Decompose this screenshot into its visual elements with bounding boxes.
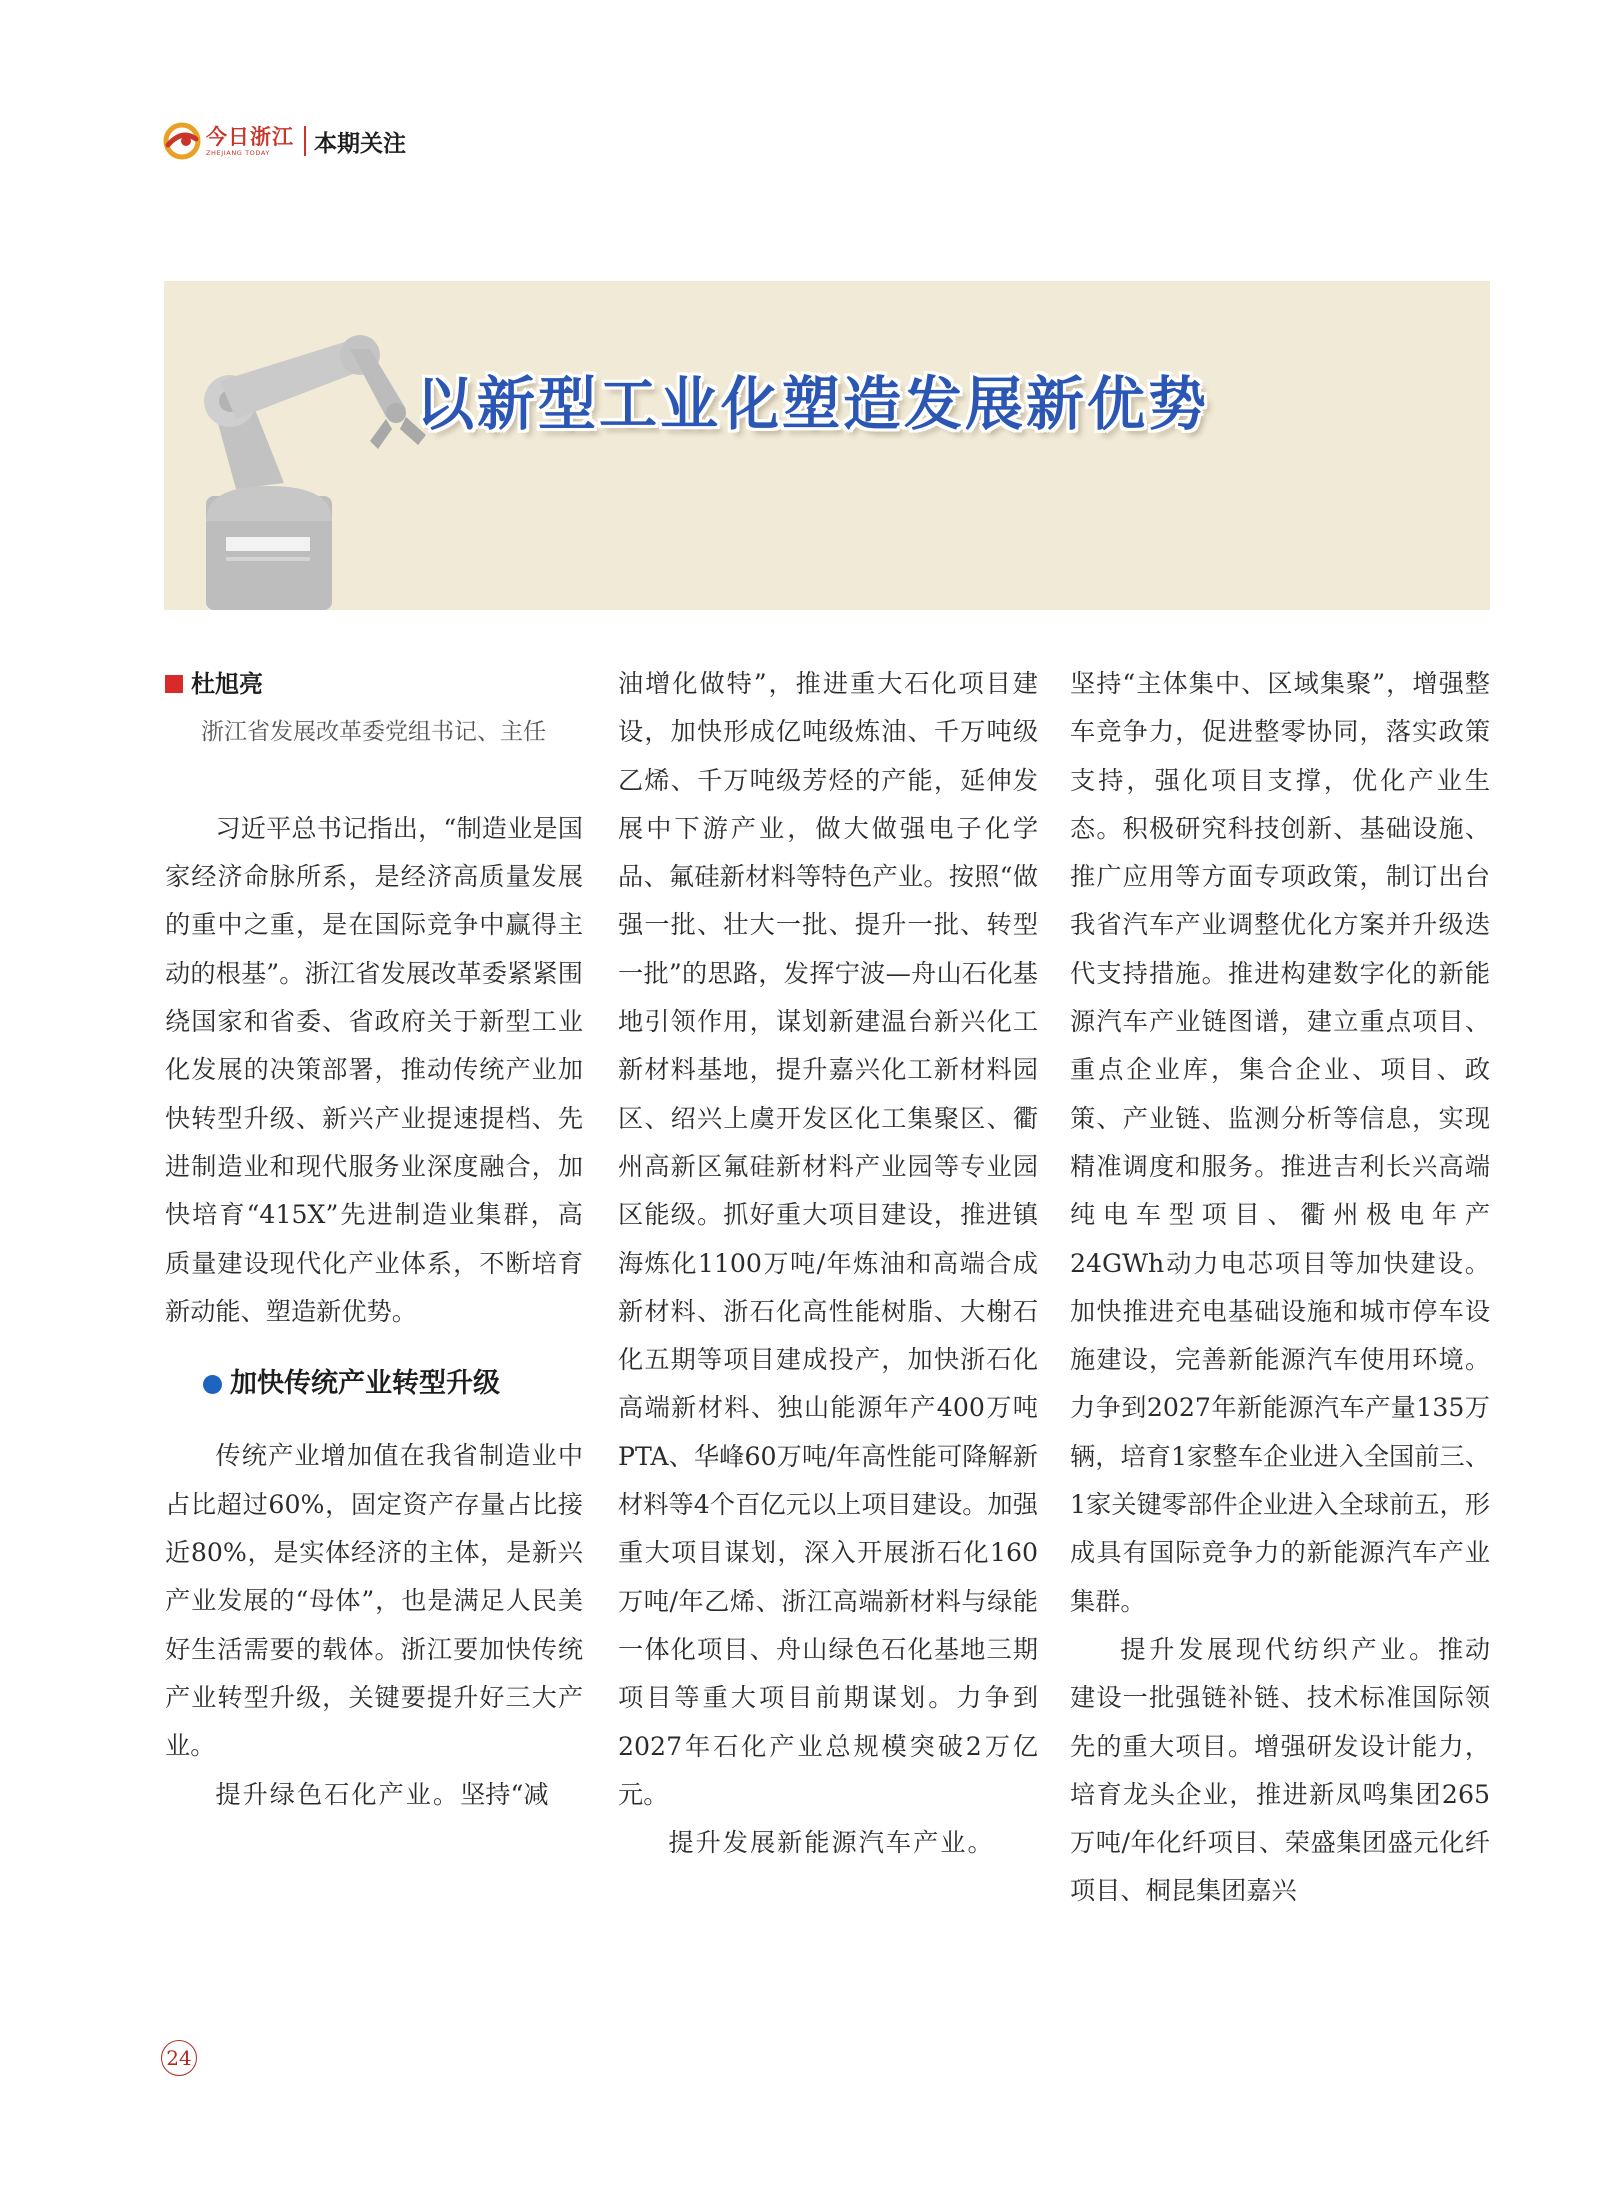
intro-paragraph: 习近平总书记指出，“制造业是国家经济命脉所系，是经济高质量发展的重中之重，是在国际竞争中赢得主动的根基”。浙江省发展改革委紧紧围绕国家和省委、省政府关于新型工业化发展的决策部署，推动传统产业加快转型升级、新兴产业提速提档、先进制造业和现代服务业深度融合，加快培育“415X”先进制造业集群，高质量建设现代化产业体系，不断培育新动能、塑造新优势。 [165,813,583,1326]
author-name: 杜旭亮 [191,670,263,698]
body-paragraph: 传统产业增加值在我省制造业中占比超过60%，固定资产存量占比接近80%，是实体经济的主体，是新兴产业发展的“母体”，也是满足人民美好生活需要的载体。浙江要加快传统产业转型升级，关键要提升好三大产业。 [165,1441,583,1761]
body-paragraph-keyword [618,1819,1038,1867]
red-square-icon [165,675,183,693]
body-paragraph-keyword [1070,1626,1490,1916]
robot-arm-icon [164,281,494,610]
section-subheading [165,1360,583,1408]
brand-logo [206,123,294,157]
header-divider [304,126,306,156]
paragraph-text: 推动建设一批强链补链、技术标准国际领先的重大项目。增强研发设计能力，培育龙头企业，推进新凤鸣集团265万吨/年化纤项目、荣盛集团盛元化纤项目、桐昆集团嘉兴 [1070,1634,1491,1906]
keyword-lead: 提升发展现代纺织产业。 [1120,1634,1438,1664]
text-column-3 [1070,660,1490,1916]
body-paragraph-keyword [165,1771,583,1819]
brand-name-cn: 今日浙江 [206,123,294,149]
body-paragraph: 坚持“主体集中、区域集聚”，增强整车竞争力，促进整零协同，落实政策支持，强化项目支撑，优化产业生态。积极研究科技创新、基础设施、推广应用等方面专项政策，制订出台我省汽车产业调整优化方案并升级迭代支持措施。推进构建数字化的新能源汽车产业链图谱，建立重点项目、重点企业库，集合企业、项目、政策、产业链、监测分析等信息，实现精准调度和服务。推进吉利长兴高端纯电车型项目、衢州极电年产24GWh动力电芯项目等加快建设。加快推进充电基础设施和城市停车设施建设，完善新能源汽车使用环境。力争到2027年新能源汽车产量135万辆，培育1家整车企业进入全国前三、1家关键零部件企业进入全球前五，形成具有国际竞争力的新能源汽车产业集群。 [1070,669,1490,1616]
keyword-lead: 提升发展新能源汽车产业。 [668,1828,995,1858]
masthead [162,118,406,164]
section-label: 本期关注 [314,130,406,157]
brand-name-en: ZHEJIANG TODAY [206,148,270,157]
text-column-1 [165,660,583,1819]
body-paragraph: 油增化做特”，推进重大石化项目建设，加快形成亿吨级炼油、千万吨级乙烯、千万吨级芳烃的产能，延伸发展中下游产业，做大做强电子化学品、氟硅新材料等特色产业。按照“做强一批、壮大一批、提升一批、转型一批”的思路，发挥宁波—舟山石化基地引领作用，谋划新建温台新兴化工新材料基地，提升嘉兴化工新材料园区、绍兴上虞开发区化工集聚区、衢州高新区氟硅新材料产业园等专业园区能级。抓好重大项目建设，推进镇海炼化1100万吨/年炼油和高端合成新材料、浙石化高性能树脂、大榭石化五期等项目建成投产，加快浙石化高端新材料、独山能源年产400万吨PTA、华峰60万吨/年高性能可降解新材料等4个百亿元以上项目建设。加强重大项目谋划，深入开展浙石化160万吨/年乙烯、浙江高端新材料与绿能一体化项目、舟山绿色石化基地三期项目等重大项目前期谋划。力争到2027年石化产业总规模突破2万亿元。 [618,669,1038,1809]
author-line [165,660,583,708]
sun-logo-icon [162,121,202,161]
subheading-text: 加快传统产业转型升级 [230,1368,500,1400]
paragraph-text: 坚持“减 [460,1779,549,1809]
keyword-lead: 提升绿色石化产业。 [215,1779,461,1809]
author-title: 浙江省发展改革委党组书记、主任 [201,719,546,746]
text-column-2 [618,660,1038,1867]
spacer [165,757,583,805]
title-banner [164,281,1490,610]
blue-bullet-icon [203,1375,222,1394]
page-number: 24 [161,2040,197,2076]
article-title: 以新型工业化塑造发展新优势 [416,370,1210,438]
